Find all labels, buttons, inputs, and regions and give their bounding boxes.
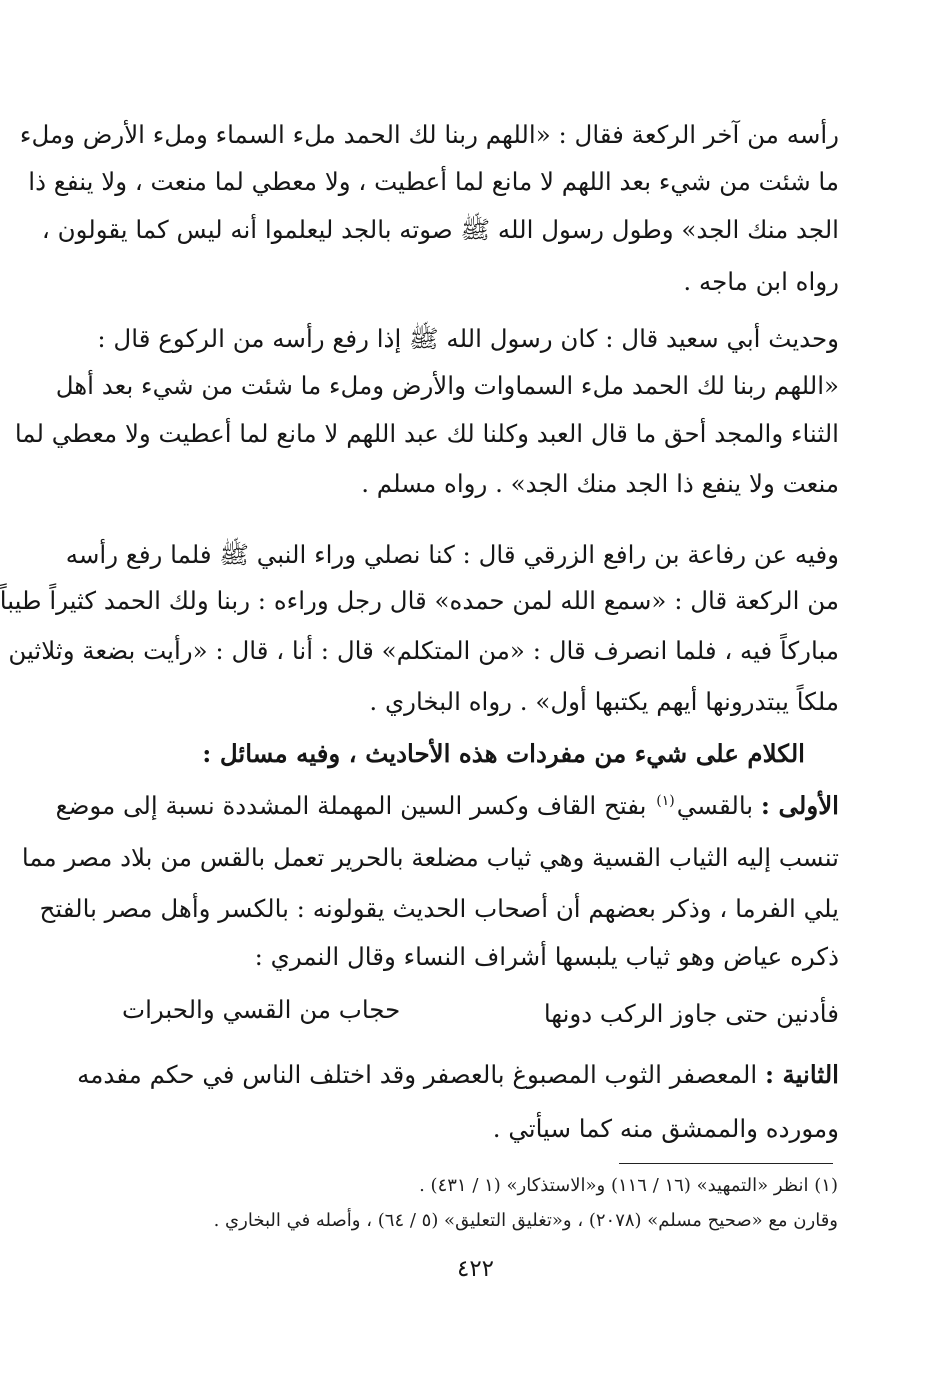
paragraph-2-line-3: الثناء والمجد أحق ما قال العبد وكلنا لك عبد اللهم لا مانع لما أعطيت ولا معطي لما xyxy=(14,419,839,448)
verse-second-hemistich: حجاب من القسي والحبرات xyxy=(122,995,401,1024)
footnote-1-continuation: وقارن مع «صحيح مسلم» (٢٠٧٨) ، و«تغليق التعليق» (٥ / ٦٤) ، وأصله في البخاري . xyxy=(213,1210,838,1231)
paragraph-3-line-2: من الركعة قال : «سمع الله لمن حمده» قال رجل وراءه : ربنا ولك الحمد كثيراً طيباً xyxy=(0,586,839,615)
first-issue-text: بفتح القاف وكسر السين المهملة المشددة نسبة إلى موضع xyxy=(55,791,647,820)
paragraph-2-line-1: وحديث أبي سعيد قال : كان رسول الله ﷺ إذا رفع رأسه من الركوع قال : xyxy=(97,324,839,353)
footnote-marker: (١) xyxy=(656,792,675,809)
paragraph-3-line-3: مباركاً فيه ، فلما انصرف قال : «من المتكلم» قال : أنا ، قال : «رأيت بضعة وثلاثين xyxy=(8,636,839,665)
verse-first-hemistich: فأدنين حتى جاوز الركب دونها xyxy=(543,999,839,1028)
page-number: ٤٢٢ xyxy=(456,1256,495,1282)
section-heading: الكلام على شيء من مفردات هذه الأحاديث ، وفيه مسائل : xyxy=(202,739,805,768)
second-issue-label: الثانية : xyxy=(764,1060,839,1089)
footnote-1: (١) انظر «التمهيد» (١٦ / ١١٦) و«الاستذكار» (١ / ٤٣١) . xyxy=(419,1175,838,1196)
paragraph-3-line-1: وفيه عن رفاعة بن رافع الزرقي قال : كنا نصلي وراء النبي ﷺ فلما رفع رأسه xyxy=(65,540,839,569)
paragraph-1-line-2: ما شئت من شيء بعد اللهم لا مانع لما أعطيت ، ولا معطي لما منعت ، ولا ينفع ذا xyxy=(28,167,839,196)
footnote-separator xyxy=(619,1163,833,1164)
paragraph-5-line-2: ومورده والممشق منه كما سيأتي . xyxy=(492,1114,839,1143)
paragraph-1-line-4: رواه ابن ماجه . xyxy=(683,267,839,296)
paragraph-5-line-1 xyxy=(77,1057,839,1093)
paragraph-1-line-1: رأسه من آخر الركعة فقال : «اللهم ربنا لك الحمد ملء السماء وملء الأرض وملء xyxy=(19,120,839,149)
first-issue-label: الأولى : xyxy=(760,791,839,820)
paragraph-4-line-2: تنسب إليه الثياب القسية وهي ثياب مضلعة بالحرير تعمل بالقس من بلاد مصر مما xyxy=(21,843,839,872)
paragraph-1-line-3: الجد منك الجد» وطول رسول الله ﷺ صوته بالجد ليعلموا أنه ليس كما يقولون ، xyxy=(41,215,839,244)
paragraph-3-line-4: ملكاً يبتدرونها أيهم يكتبها أول» . رواه البخاري . xyxy=(369,687,839,716)
paragraph-4-line-3: يلي الفرما ، وذكر بعضهم أن أصحاب الحديث يقولونه : بالكسر وأهل مصر بالفتح xyxy=(39,894,839,923)
paragraph-4-line-4: ذكره عياض وهو ثياب يلبسها أشراف النساء وقال النمري : xyxy=(254,942,839,971)
second-issue-text: المعصفر الثوب المصبوغ بالعصفر وقد اختلف الناس في حكم مفدمه xyxy=(77,1060,758,1089)
paragraph-2-line-4: منعت ولا ينفع ذا الجد منك الجد» . رواه مسلم . xyxy=(361,469,839,498)
paragraph-4-line-1 xyxy=(55,788,839,824)
paragraph-2-line-2: «اللهم ربنا لك الحمد ملء السماوات والأرض وملء ما شئت من شيء بعد أهل xyxy=(55,371,839,400)
first-issue-term: بالقسي xyxy=(676,791,754,820)
